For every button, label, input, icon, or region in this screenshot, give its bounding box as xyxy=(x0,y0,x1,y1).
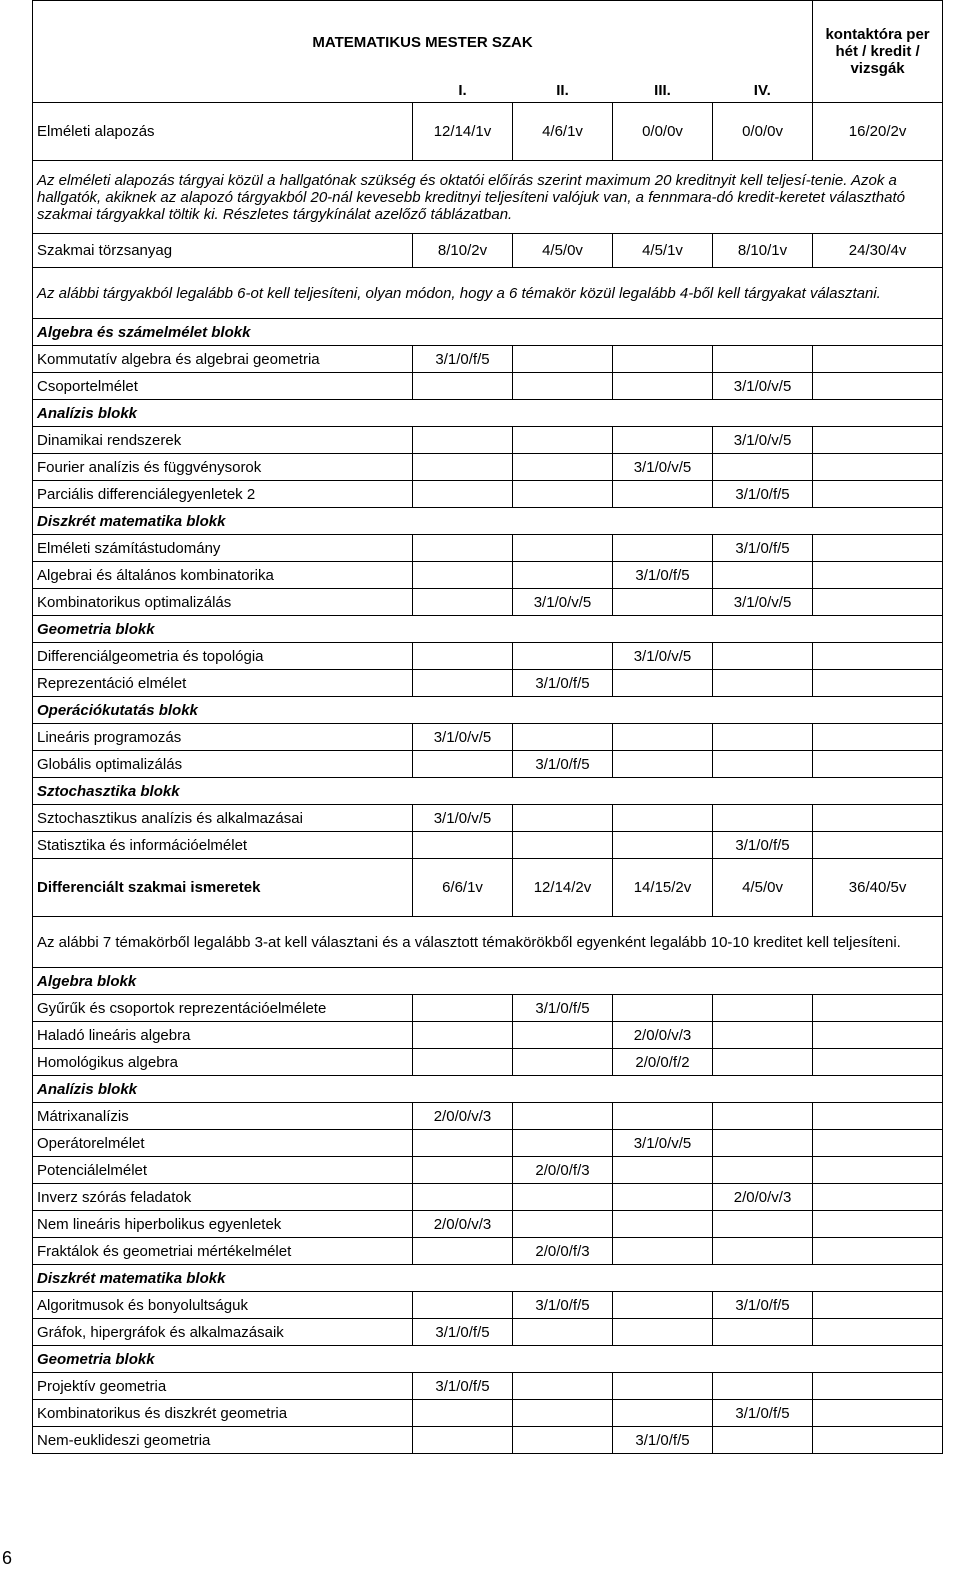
semester-4-cell xyxy=(713,1157,813,1184)
subject-name: Algebrai és általános kombinatorika xyxy=(33,562,413,589)
subject-row xyxy=(33,1157,943,1184)
subject-name: Haladó lineáris algebra xyxy=(33,1022,413,1049)
semester-1-cell xyxy=(413,1184,513,1211)
semester-4-cell xyxy=(713,1103,813,1130)
total-cell xyxy=(813,1400,943,1427)
total-cell xyxy=(813,1238,943,1265)
subject-row xyxy=(33,346,943,373)
semester-2-cell: 2/0/0/f/3 xyxy=(513,1238,613,1265)
subject-name: Gyűrűk és csoportok reprezentációelmélete xyxy=(33,995,413,1022)
block-header-row xyxy=(33,968,943,995)
semester-1-cell xyxy=(413,373,513,400)
subject-name: Kombinatorikus optimalizálás xyxy=(33,589,413,616)
szakmai-sem4: 8/10/1v xyxy=(713,234,813,268)
subject-row xyxy=(33,1400,943,1427)
semester-2-cell xyxy=(513,1103,613,1130)
subject-row xyxy=(33,562,943,589)
differencialt-row xyxy=(33,859,943,917)
semester-1-cell xyxy=(413,751,513,778)
szakmai-total: 24/30/4v xyxy=(813,234,943,268)
semester-1-cell: 3/1/0/f/5 xyxy=(413,346,513,373)
page-title: MATEMATIKUS MESTER SZAK xyxy=(33,1,813,79)
semester-3-cell xyxy=(613,589,713,616)
subject-name: Fourier analízis és függvénysorok xyxy=(33,454,413,481)
differencialt-subjects xyxy=(33,968,943,1454)
block-header-row xyxy=(33,1076,943,1103)
semester-3-cell xyxy=(613,724,713,751)
differencialt-note: Az alábbi 7 témakörből legalább 3-at kell választani és a választott témakörökből egyenként legalább 10-10 kreditet kell teljesíteni. xyxy=(33,917,943,968)
subject-name: Elméleti számítástudomány xyxy=(33,535,413,562)
curriculum-page xyxy=(32,0,942,1454)
szakmai-sem3: 4/5/1v xyxy=(613,234,713,268)
block-header-row xyxy=(33,1346,943,1373)
semester-4-cell: 3/1/0/f/5 xyxy=(713,832,813,859)
semester-2-cell xyxy=(513,1427,613,1454)
subject-row xyxy=(33,995,943,1022)
subject-row xyxy=(33,1184,943,1211)
total-cell xyxy=(813,1049,943,1076)
semester-4-cell xyxy=(713,1427,813,1454)
semester-4-cell xyxy=(713,1319,813,1346)
semester-4-cell xyxy=(713,1049,813,1076)
semester-2-cell xyxy=(513,454,613,481)
subject-row xyxy=(33,805,943,832)
semester-2-cell xyxy=(513,535,613,562)
subject-row xyxy=(33,1238,943,1265)
semester-4-cell xyxy=(713,346,813,373)
total-cell xyxy=(813,1103,943,1130)
total-cell xyxy=(813,1211,943,1238)
semester-4-cell xyxy=(713,562,813,589)
total-cell xyxy=(813,724,943,751)
semester-4-cell: 3/1/0/v/5 xyxy=(713,373,813,400)
szakmai-sem2: 4/5/0v xyxy=(513,234,613,268)
semester-3-cell xyxy=(613,1211,713,1238)
semester-3-cell: 3/1/0/v/5 xyxy=(613,454,713,481)
subject-name: Inverz szórás feladatok xyxy=(33,1184,413,1211)
semester-4-cell: 3/1/0/f/5 xyxy=(713,1400,813,1427)
semester-3-cell xyxy=(613,1184,713,1211)
subject-name: Gráfok, hipergráfok és alkalmazásaik xyxy=(33,1319,413,1346)
semester-3-cell xyxy=(613,1103,713,1130)
subject-name: Lineáris programozás xyxy=(33,724,413,751)
subject-row xyxy=(33,1103,943,1130)
elmeleti-sem4: 0/0/0v xyxy=(713,103,813,161)
semester-4-cell xyxy=(713,1373,813,1400)
subject-name: Kombinatorikus és diszkrét geometria xyxy=(33,1400,413,1427)
total-cell xyxy=(813,1157,943,1184)
semester-1-cell xyxy=(413,1022,513,1049)
semester-1-cell xyxy=(413,832,513,859)
semester-4-cell xyxy=(713,1022,813,1049)
kontakt-header: kontaktóra per hét / kredit / vizsgák xyxy=(813,1,943,103)
semester-3-cell: 3/1/0/f/5 xyxy=(613,562,713,589)
semester-4-cell xyxy=(713,643,813,670)
total-cell xyxy=(813,751,943,778)
semester-3-cell xyxy=(613,1238,713,1265)
block-title: Diszkrét matematika blokk xyxy=(33,508,943,535)
subject-row xyxy=(33,1319,943,1346)
semester-3-header: III. xyxy=(613,79,713,103)
semester-2-cell xyxy=(513,346,613,373)
page-number: 6 xyxy=(2,1548,13,1568)
subject-name: Statisztika és információelmélet xyxy=(33,832,413,859)
semester-2-cell: 3/1/0/f/5 xyxy=(513,670,613,697)
total-cell xyxy=(813,1427,943,1454)
block-title: Analízis blokk xyxy=(33,1076,943,1103)
semester-2-cell xyxy=(513,427,613,454)
semester-2-header: II. xyxy=(513,79,613,103)
semester-4-header: IV. xyxy=(713,79,813,103)
total-cell xyxy=(813,373,943,400)
szakmai-label: Szakmai törzsanyag xyxy=(33,234,413,268)
block-header-row xyxy=(33,778,943,805)
semester-2-cell: 3/1/0/f/5 xyxy=(513,995,613,1022)
subject-row xyxy=(33,454,943,481)
total-cell xyxy=(813,562,943,589)
szakmai-subjects xyxy=(33,319,943,859)
semester-3-cell xyxy=(613,1157,713,1184)
subject-name: Nem-euklideszi geometria xyxy=(33,1427,413,1454)
block-title: Diszkrét matematika blokk xyxy=(33,1265,943,1292)
total-cell xyxy=(813,995,943,1022)
semester-1-cell xyxy=(413,643,513,670)
semester-2-cell xyxy=(513,1211,613,1238)
subject-row xyxy=(33,1292,943,1319)
semester-1-cell xyxy=(413,1157,513,1184)
semester-1-cell xyxy=(413,535,513,562)
subject-name: Parciális differenciálegyenletek 2 xyxy=(33,481,413,508)
block-title: Sztochasztika blokk xyxy=(33,778,943,805)
semester-1-cell: 2/0/0/v/3 xyxy=(413,1103,513,1130)
subject-name: Dinamikai rendszerek xyxy=(33,427,413,454)
block-title: Algebra és számelmélet blokk xyxy=(33,319,943,346)
block-header-row xyxy=(33,319,943,346)
subject-name: Potenciálelmélet xyxy=(33,1157,413,1184)
semester-4-cell xyxy=(713,454,813,481)
subject-name: Sztochasztikus analízis és alkalmazásai xyxy=(33,805,413,832)
semester-1-cell: 2/0/0/v/3 xyxy=(413,1211,513,1238)
total-cell xyxy=(813,535,943,562)
semester-1-cell: 3/1/0/v/5 xyxy=(413,805,513,832)
subject-name: Fraktálok és geometriai mértékelmélet xyxy=(33,1238,413,1265)
differencialt-label: Differenciált szakmai ismeretek xyxy=(33,859,413,917)
semester-1-cell xyxy=(413,427,513,454)
total-cell xyxy=(813,1130,943,1157)
semester-1-cell: 3/1/0/v/5 xyxy=(413,724,513,751)
subject-row xyxy=(33,427,943,454)
szakmai-note: Az alábbi tárgyakból legalább 6-ot kell teljesíteni, olyan módon, hogy a 6 témakör közül legalább 4-ből kell tárgyakat választani. xyxy=(33,268,943,319)
semester-2-cell xyxy=(513,1022,613,1049)
semester-3-cell: 2/0/0/v/3 xyxy=(613,1022,713,1049)
semester-1-cell xyxy=(413,995,513,1022)
semester-2-cell xyxy=(513,643,613,670)
semester-1-cell xyxy=(413,1292,513,1319)
subject-row xyxy=(33,373,943,400)
subject-name: Homológikus algebra xyxy=(33,1049,413,1076)
differencialt-sem2: 12/14/2v xyxy=(513,859,613,917)
subject-name: Operátorelmélet xyxy=(33,1130,413,1157)
semester-1-cell xyxy=(413,670,513,697)
semester-4-cell: 3/1/0/v/5 xyxy=(713,427,813,454)
curriculum-table xyxy=(32,0,943,1454)
total-cell xyxy=(813,454,943,481)
block-title: Operációkutatás blokk xyxy=(33,697,943,724)
subject-name: Mátrixanalízis xyxy=(33,1103,413,1130)
total-cell xyxy=(813,481,943,508)
subject-name: Csoportelmélet xyxy=(33,373,413,400)
semester-3-cell: 3/1/0/v/5 xyxy=(613,1130,713,1157)
semester-1-cell xyxy=(413,562,513,589)
subject-name: Globális optimalizálás xyxy=(33,751,413,778)
semester-3-cell xyxy=(613,670,713,697)
semester-2-cell xyxy=(513,1400,613,1427)
semester-3-cell xyxy=(613,995,713,1022)
semester-1-cell xyxy=(413,1049,513,1076)
subject-row xyxy=(33,643,943,670)
total-cell xyxy=(813,1184,943,1211)
semester-4-cell xyxy=(713,1130,813,1157)
semester-3-cell xyxy=(613,535,713,562)
semester-2-cell xyxy=(513,562,613,589)
subject-row xyxy=(33,670,943,697)
total-cell xyxy=(813,1022,943,1049)
subject-row xyxy=(33,832,943,859)
subject-row xyxy=(33,535,943,562)
semester-4-cell xyxy=(713,751,813,778)
semester-4-cell xyxy=(713,995,813,1022)
semester-3-cell xyxy=(613,373,713,400)
block-title: Algebra blokk xyxy=(33,968,943,995)
semester-2-cell xyxy=(513,805,613,832)
total-cell xyxy=(813,805,943,832)
subject-name: Kommutatív algebra és algebrai geometria xyxy=(33,346,413,373)
semester-3-cell xyxy=(613,805,713,832)
semester-1-cell: 3/1/0/f/5 xyxy=(413,1319,513,1346)
elmeleti-label: Elméleti alapozás xyxy=(33,103,413,161)
semester-2-cell xyxy=(513,1049,613,1076)
semester-2-cell: 2/0/0/f/3 xyxy=(513,1157,613,1184)
block-title: Geometria blokk xyxy=(33,616,943,643)
elmeleti-total: 16/20/2v xyxy=(813,103,943,161)
total-cell xyxy=(813,643,943,670)
semester-4-cell: 2/0/0/v/3 xyxy=(713,1184,813,1211)
subject-row xyxy=(33,1049,943,1076)
block-title: Analízis blokk xyxy=(33,400,943,427)
total-cell xyxy=(813,346,943,373)
semester-1-cell: 3/1/0/f/5 xyxy=(413,1373,513,1400)
semester-2-cell xyxy=(513,481,613,508)
elmeleti-sem3: 0/0/0v xyxy=(613,103,713,161)
semester-1-cell xyxy=(413,589,513,616)
semester-4-cell: 3/1/0/v/5 xyxy=(713,589,813,616)
subject-name: Reprezentáció elmélet xyxy=(33,670,413,697)
subject-row xyxy=(33,751,943,778)
elmeleti-row xyxy=(33,103,943,161)
semester-2-cell xyxy=(513,1319,613,1346)
block-title: Geometria blokk xyxy=(33,1346,943,1373)
semester-1-cell xyxy=(413,454,513,481)
szakmai-sem1: 8/10/2v xyxy=(413,234,513,268)
differencialt-sem1: 6/6/1v xyxy=(413,859,513,917)
total-cell xyxy=(813,589,943,616)
differencialt-total: 36/40/5v xyxy=(813,859,943,917)
semester-2-cell: 3/1/0/v/5 xyxy=(513,589,613,616)
elmeleti-note: Az elméleti alapozás tárgyai közül a hallgatónak szükség és oktatói előírás szerint maximum 20 kreditnyit kell teljesí-tenie. Azok a hallgatók, akiknek az alapozó tárgyakból 20-nál kevesebb kreditnyi teljesíteni valójuk van, a fennmara-dó kredit-keretet választható szakmai tárgyakkal töltik ki. Részletes tárgykínálat azelőző táblázatban. xyxy=(33,161,943,234)
semester-2-cell xyxy=(513,832,613,859)
total-cell xyxy=(813,832,943,859)
semester-2-cell: 3/1/0/f/5 xyxy=(513,1292,613,1319)
total-cell xyxy=(813,427,943,454)
szakmai-row xyxy=(33,234,943,268)
semester-3-cell xyxy=(613,751,713,778)
semester-4-cell: 3/1/0/f/5 xyxy=(713,1292,813,1319)
elmeleti-sem1: 12/14/1v xyxy=(413,103,513,161)
subject-row xyxy=(33,589,943,616)
block-header-row xyxy=(33,508,943,535)
semester-1-cell xyxy=(413,1427,513,1454)
semester-3-cell xyxy=(613,832,713,859)
semester-4-cell xyxy=(713,1211,813,1238)
semester-4-cell xyxy=(713,670,813,697)
semester-3-cell: 3/1/0/f/5 xyxy=(613,1427,713,1454)
semester-3-cell xyxy=(613,427,713,454)
semester-2-cell xyxy=(513,373,613,400)
total-cell xyxy=(813,670,943,697)
subject-row xyxy=(33,1130,943,1157)
subject-name: Projektív geometria xyxy=(33,1373,413,1400)
semester-4-cell xyxy=(713,805,813,832)
subject-row xyxy=(33,481,943,508)
subject-row xyxy=(33,1373,943,1400)
semester-3-cell xyxy=(613,1319,713,1346)
subject-name: Differenciálgeometria és topológia xyxy=(33,643,413,670)
semester-3-cell: 3/1/0/v/5 xyxy=(613,643,713,670)
semester-2-cell xyxy=(513,1130,613,1157)
semester-3-cell xyxy=(613,1373,713,1400)
block-header-row xyxy=(33,697,943,724)
total-cell xyxy=(813,1292,943,1319)
block-header-row xyxy=(33,400,943,427)
subject-name: Nem lineáris hiperbolikus egyenletek xyxy=(33,1211,413,1238)
semester-1-cell xyxy=(413,1400,513,1427)
semester-3-cell xyxy=(613,1292,713,1319)
semester-2-cell xyxy=(513,724,613,751)
semester-2-cell xyxy=(513,1373,613,1400)
semester-1-cell xyxy=(413,481,513,508)
subject-row xyxy=(33,1427,943,1454)
block-header-row xyxy=(33,1265,943,1292)
semester-2-cell xyxy=(513,1184,613,1211)
semester-3-cell xyxy=(613,481,713,508)
semester-3-cell xyxy=(613,346,713,373)
subject-row xyxy=(33,724,943,751)
semester-1-cell xyxy=(413,1238,513,1265)
block-header-row xyxy=(33,616,943,643)
semester-1-cell xyxy=(413,1130,513,1157)
semester-4-cell: 3/1/0/f/5 xyxy=(713,535,813,562)
subject-row xyxy=(33,1022,943,1049)
semester-4-cell: 3/1/0/f/5 xyxy=(713,481,813,508)
semester-2-cell: 3/1/0/f/5 xyxy=(513,751,613,778)
differencialt-sem3: 14/15/2v xyxy=(613,859,713,917)
semester-4-cell xyxy=(713,724,813,751)
total-cell xyxy=(813,1373,943,1400)
semester-3-cell: 2/0/0/f/2 xyxy=(613,1049,713,1076)
subject-row xyxy=(33,1211,943,1238)
elmeleti-sem2: 4/6/1v xyxy=(513,103,613,161)
semester-1-header: I. xyxy=(413,79,513,103)
semester-3-cell xyxy=(613,1400,713,1427)
semester-4-cell xyxy=(713,1238,813,1265)
total-cell xyxy=(813,1319,943,1346)
differencialt-sem4: 4/5/0v xyxy=(713,859,813,917)
subject-name: Algoritmusok és bonyolultságuk xyxy=(33,1292,413,1319)
